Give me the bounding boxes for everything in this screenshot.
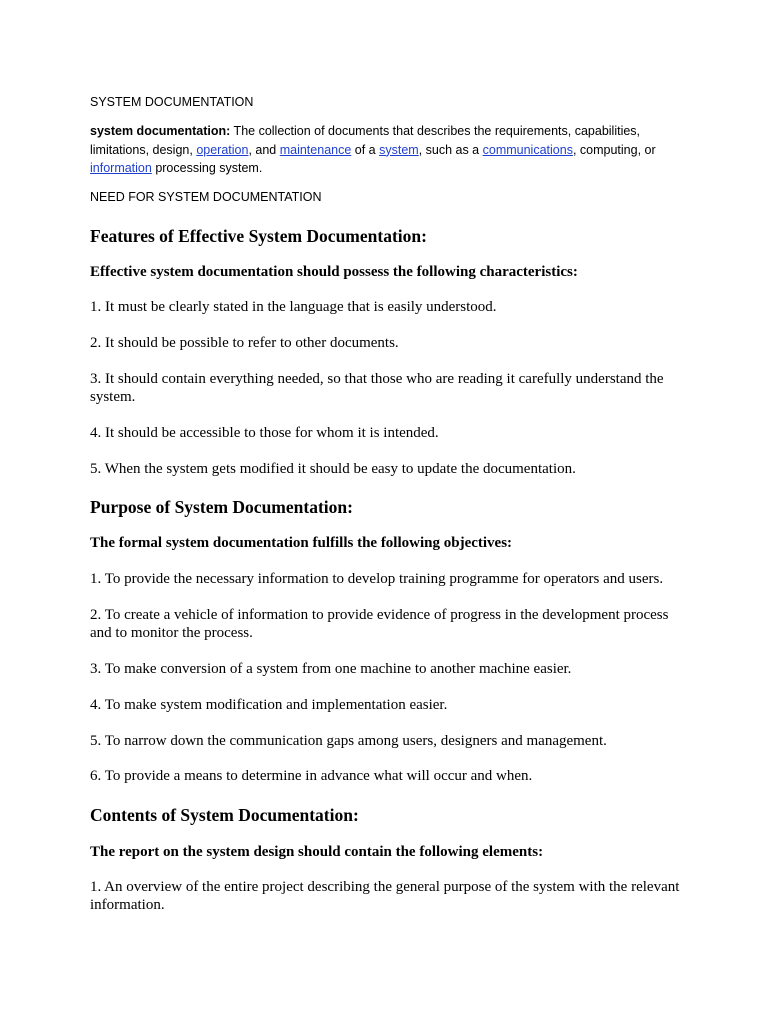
definition-text: , computing, or xyxy=(572,142,656,157)
link-communications[interactable]: communications xyxy=(482,142,573,157)
definition-text: The collection of documents that describes the requirements, capabilities, limitations, design, xyxy=(90,124,641,157)
definition-text: , such as a xyxy=(418,142,483,157)
definition-text: processing system. xyxy=(151,161,263,175)
features-item: 3. It should contain everything needed, so that those who are reading it carefully understand the system. xyxy=(90,371,664,405)
purpose-item: 5. To narrow down the communication gaps among users, designers and management. xyxy=(90,733,607,749)
definition-text: of a xyxy=(351,142,380,157)
purpose-subheading: The formal system documentation fulfills the following objectives: xyxy=(90,535,513,551)
contents-heading: Contents of System Documentation: xyxy=(90,805,359,825)
link-system[interactable]: system xyxy=(379,142,419,157)
purpose-item: 2. To create a vehicle of information to provide evidence of progress in the development process and to monitor the process. xyxy=(90,607,669,641)
link-maintenance[interactable]: maintenance xyxy=(279,142,352,157)
features-item: 1. It must be clearly stated in the language that is easily understood. xyxy=(90,299,497,315)
purpose-item: 1. To provide the necessary information to develop training programme for operators and users. xyxy=(90,571,664,587)
contents-item: 1. An overview of the entire project describing the general purpose of the system with the relevant information. xyxy=(90,879,680,913)
features-heading: Features of Effective System Documentation: xyxy=(90,226,427,246)
purpose-item: 4. To make system modification and implementation easier. xyxy=(90,697,448,713)
purpose-heading: Purpose of System Documentation: xyxy=(90,497,353,517)
features-subheading: Effective system documentation should possess the following characteristics: xyxy=(90,264,578,280)
definition-term: system documentation: xyxy=(90,124,231,138)
purpose-item: 6. To provide a means to determine in advance what will occur and when. xyxy=(90,768,533,784)
page-title: SYSTEM DOCUMENTATION xyxy=(90,95,254,109)
features-item: 4. It should be accessible to those for whom it is intended. xyxy=(90,425,439,441)
link-information[interactable]: information xyxy=(90,161,152,175)
need-heading: NEED FOR SYSTEM DOCUMENTATION xyxy=(90,190,322,204)
features-item: 5. When the system gets modified it should be easy to update the documentation. xyxy=(90,461,576,477)
definition-text: , and xyxy=(248,142,280,157)
link-operation[interactable]: operation xyxy=(196,142,249,157)
definition-paragraph xyxy=(90,122,680,178)
purpose-item: 3. To make conversion of a system from one machine to another machine easier. xyxy=(90,661,572,677)
contents-subheading: The report on the system design should contain the following elements: xyxy=(90,844,544,860)
features-item: 2. It should be possible to refer to other documents. xyxy=(90,335,399,351)
